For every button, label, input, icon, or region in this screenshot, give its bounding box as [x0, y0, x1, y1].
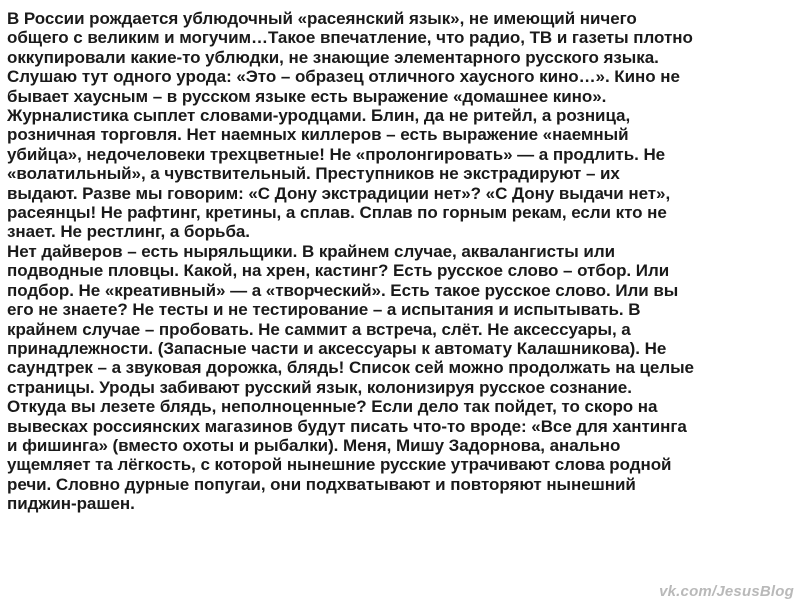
watermark: vk.com/JesusBlog	[659, 583, 794, 600]
text-line-7: розничная торговля. Нет наемных киллеров – есть выражение «наемный	[7, 125, 629, 145]
text-line-17: крайнем случае – пробовать. Не саммит а встреча, слёт. Не аксессуары, а	[7, 319, 631, 339]
text-line-1: В России рождается ублюдочный «расеянский язык», не имеющий ничего	[7, 9, 637, 28]
text-line-16: его не знаете? Не тесты и не тестирование – а испытания и испытывать. В	[7, 300, 641, 320]
text-line-3: оккупировали какие-то ублюдки, не знающие элементарного русского языка.	[7, 47, 659, 67]
text-line-8: убийца», недочеловеки трехцветные! Не «пролонгировать» — а продлить. Не	[7, 144, 666, 164]
text-line-15: подбор. Не «креативный» — а «творческий». Есть такое русское слово. Или вы	[7, 280, 679, 300]
text-line-4: Слушаю тут одного урода: «Это – образец отличного хаусного кино…». Кино не	[7, 67, 680, 87]
text-line-10: выдают. Разве мы говорим: «С Дону экстрадиции нет»? «С Дону выдачи нет»,	[7, 183, 671, 203]
text-line-13: Нет дайверов – есть ныряльщики. В крайнем случае, аквалангисты или	[7, 241, 615, 261]
text-line-20: страницы. Уроды забивают русский язык, колонизируя русское сознание.	[7, 377, 632, 397]
text-line-18: принадлежности. (Запасные части и аксессуары к автомату Калашникова). Не	[7, 338, 667, 358]
text-line-9: «волатильный», а чувствительный. Преступников не экстрадируют – их	[7, 164, 620, 184]
text-line-2: общего с великим и могучим…Такое впечатление, что радио, ТВ и газеты плотно	[7, 28, 693, 48]
body-text	[7, 9, 797, 514]
text-line-24: ущемляет та лёгкость, с которой нынешние русские утрачивают слова родной	[7, 455, 672, 475]
text-line-25: речи. Словно дурные попугаи, они подхватывают и повторяют нынешний	[7, 474, 636, 494]
text-line-22: вывесках россиянских магазинов будут писать что-то вроде: «Все для хантинга	[7, 416, 687, 436]
text-line-12: знает. Не рестлинг, а борьба.	[7, 222, 250, 242]
text-line-11: расеянцы! Не рафтинг, кретины, а сплав. Сплав по горным рекам, если кто не	[7, 203, 667, 223]
text-line-21: Откуда вы лезете блядь, неполноценные? Если дело так пойдет, то скоро на	[7, 397, 658, 417]
text-line-14: подводные пловцы. Какой, на хрен, кастинг? Есть русское слово – отбор. Или	[7, 261, 670, 281]
text-line-19: саундтрек – а звуковая дорожка, блядь! Список сей можно продолжать на целые	[7, 358, 694, 378]
text-line-23: и фишинга» (вместо охоты и рыбалки). Меня, Мишу Задорнова, анально	[7, 435, 621, 455]
text-line-26: пиджин-рашен.	[7, 494, 135, 514]
text-line-5: бывает хаусным – в русском языке есть выражение «домашнее кино».	[7, 86, 607, 106]
text-line-6: Журналистика сыплет словами-уродцами. Блин, да не ритейл, а розница,	[7, 106, 631, 126]
